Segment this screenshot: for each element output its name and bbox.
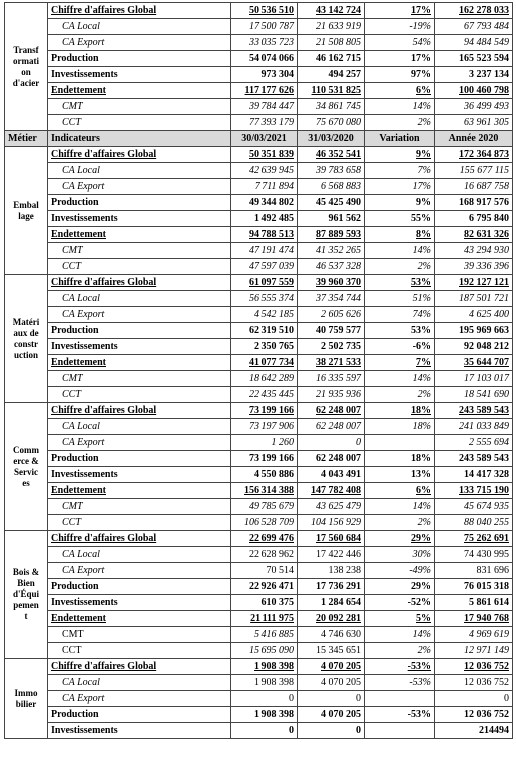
value-2021: 22 435 445: [231, 387, 298, 403]
value-2020: 41 352 265: [298, 243, 365, 259]
table-row: [5, 675, 513, 691]
table-row: [5, 115, 513, 131]
variation-value: 14%: [365, 371, 435, 387]
variation-value: 8%: [365, 227, 435, 243]
indicator-label: CA Export: [48, 35, 231, 51]
value-2020: 494 257: [298, 67, 365, 83]
value-2021: 1 908 398: [231, 675, 298, 691]
value-2021: 50 536 510: [231, 3, 298, 19]
year-2020-value: 39 336 396: [435, 259, 513, 275]
indicator-label: CA Export: [48, 691, 231, 707]
year-2020-value: 4 969 619: [435, 627, 513, 643]
variation-value: -49%: [365, 563, 435, 579]
indicator-label: CA Local: [48, 291, 231, 307]
value-2020: 110 531 825: [298, 83, 365, 99]
year-2020-value: 241 033 849: [435, 419, 513, 435]
table-row: [5, 19, 513, 35]
value-2020: 62 248 007: [298, 451, 365, 467]
table-row: [5, 451, 513, 467]
table-row: [5, 307, 513, 323]
year-2020-value: 45 674 935: [435, 499, 513, 515]
year-2020-value: 16 687 758: [435, 179, 513, 195]
indicator-label: Investissements: [48, 211, 231, 227]
variation-value: 97%: [365, 67, 435, 83]
variation-value: 6%: [365, 483, 435, 499]
value-2020: 104 156 929: [298, 515, 365, 531]
variation-value: -53%: [365, 675, 435, 691]
table-row: [5, 403, 513, 419]
value-2021: 73 197 906: [231, 419, 298, 435]
value-2021: 94 788 513: [231, 227, 298, 243]
table-row: [5, 515, 513, 531]
value-2020: 2 605 626: [298, 307, 365, 323]
indicator-label: CMT: [48, 243, 231, 259]
value-2021: 156 314 388: [231, 483, 298, 499]
year-2020-value: 4 625 400: [435, 307, 513, 323]
table-row: [5, 291, 513, 307]
table-row: [5, 691, 513, 707]
indicator-label: Production: [48, 51, 231, 67]
table-row: [5, 323, 513, 339]
value-2021: 73 199 166: [231, 451, 298, 467]
table-row: [5, 723, 513, 739]
year-2020-value: 243 589 543: [435, 403, 513, 419]
table-row: [5, 659, 513, 675]
financial-indicators-table: [4, 2, 513, 739]
table-row: [5, 275, 513, 291]
table-row: [5, 435, 513, 451]
value-2021: 1 260: [231, 435, 298, 451]
year-2020-value: 74 430 995: [435, 547, 513, 563]
indicator-label: CA Local: [48, 419, 231, 435]
year-2020-value: 192 127 121: [435, 275, 513, 291]
indicator-label: Investissements: [48, 595, 231, 611]
year-2020-value: 3 237 134: [435, 67, 513, 83]
year-2020-value: 6 795 840: [435, 211, 513, 227]
value-2020: 17 560 684: [298, 531, 365, 547]
value-2020: 21 508 805: [298, 35, 365, 51]
year-2020-value: 100 460 798: [435, 83, 513, 99]
indicator-label: CMT: [48, 499, 231, 515]
indicator-label: CA Export: [48, 435, 231, 451]
variation-value: 17%: [365, 51, 435, 67]
indicator-label: CCT: [48, 643, 231, 659]
value-2021: 4 550 886: [231, 467, 298, 483]
value-2021: 5 416 885: [231, 627, 298, 643]
value-2020: 38 271 533: [298, 355, 365, 371]
value-2021: 22 699 476: [231, 531, 298, 547]
section-label: Immo bilier: [5, 659, 48, 739]
indicator-label: CMT: [48, 99, 231, 115]
variation-value: 55%: [365, 211, 435, 227]
table-row: [5, 419, 513, 435]
indicator-label: Production: [48, 451, 231, 467]
year-2020-value: 243 589 543: [435, 451, 513, 467]
value-2020: 46 352 541: [298, 147, 365, 163]
value-2021: 56 555 374: [231, 291, 298, 307]
value-2020: 0: [298, 723, 365, 739]
year-2020-value: 5 861 614: [435, 595, 513, 611]
value-2021: 18 642 289: [231, 371, 298, 387]
value-2020: 37 354 744: [298, 291, 365, 307]
value-2020: 62 248 007: [298, 419, 365, 435]
table-row: [5, 595, 513, 611]
table-row: [5, 563, 513, 579]
indicator-label: Production: [48, 323, 231, 339]
value-2020: 0: [298, 691, 365, 707]
variation-value: 17%: [365, 3, 435, 19]
value-2020: 147 782 408: [298, 483, 365, 499]
indicator-label: CMT: [48, 627, 231, 643]
value-2021: 47 191 474: [231, 243, 298, 259]
value-2020: 40 759 577: [298, 323, 365, 339]
variation-value: 2%: [365, 643, 435, 659]
indicator-label: Production: [48, 579, 231, 595]
value-2021: 106 528 709: [231, 515, 298, 531]
value-2020: 34 861 745: [298, 99, 365, 115]
value-2020: 17 422 446: [298, 547, 365, 563]
table-row: [5, 243, 513, 259]
section-label: Transf ormati on d'acier: [5, 3, 48, 131]
value-2020: 87 889 593: [298, 227, 365, 243]
variation-value: 14%: [365, 499, 435, 515]
value-2021: 4 542 185: [231, 307, 298, 323]
value-2021: 54 074 066: [231, 51, 298, 67]
value-2020: 16 335 597: [298, 371, 365, 387]
value-2020: 4 746 630: [298, 627, 365, 643]
year-2020-value: 67 793 484: [435, 19, 513, 35]
variation-value: 29%: [365, 531, 435, 547]
table-row: [5, 99, 513, 115]
value-2021: 1 492 485: [231, 211, 298, 227]
value-2020: 15 345 651: [298, 643, 365, 659]
indicator-label: Chiffre d'affaires Global: [48, 659, 231, 675]
year-2020-value: 14 417 328: [435, 467, 513, 483]
variation-value: 17%: [365, 179, 435, 195]
variation-value: 30%: [365, 547, 435, 563]
variation-value: 2%: [365, 115, 435, 131]
value-2020: 961 562: [298, 211, 365, 227]
header-date-2020: 31/03/2020: [298, 131, 365, 147]
year-2020-value: 172 364 873: [435, 147, 513, 163]
variation-value: 14%: [365, 99, 435, 115]
header-indicateurs: Indicateurs: [48, 131, 231, 147]
indicator-label: CCT: [48, 115, 231, 131]
value-2020: 46 162 715: [298, 51, 365, 67]
indicator-label: Chiffre d'affaires Global: [48, 3, 231, 19]
header-date-2021: 30/03/2021: [231, 131, 298, 147]
table-row: [5, 227, 513, 243]
table-row: [5, 467, 513, 483]
value-2020: 6 568 883: [298, 179, 365, 195]
value-2021: 77 393 179: [231, 115, 298, 131]
indicator-label: Chiffre d'affaires Global: [48, 275, 231, 291]
year-2020-value: 214494: [435, 723, 513, 739]
variation-value: 18%: [365, 451, 435, 467]
year-2020-value: 0: [435, 691, 513, 707]
value-2020: 39 783 658: [298, 163, 365, 179]
indicator-label: Endettement: [48, 227, 231, 243]
table-row: [5, 643, 513, 659]
variation-value: 9%: [365, 195, 435, 211]
indicator-label: Production: [48, 195, 231, 211]
value-2021: 42 639 945: [231, 163, 298, 179]
value-2020: 4 043 491: [298, 467, 365, 483]
year-2020-value: 12 036 752: [435, 707, 513, 723]
year-2020-value: 17 940 768: [435, 611, 513, 627]
variation-value: 2%: [365, 515, 435, 531]
table-row: [5, 179, 513, 195]
variation-value: 5%: [365, 611, 435, 627]
table-row: [5, 627, 513, 643]
value-2021: 610 375: [231, 595, 298, 611]
indicator-label: Endettement: [48, 611, 231, 627]
indicator-label: Chiffre d'affaires Global: [48, 403, 231, 419]
value-2021: 17 500 787: [231, 19, 298, 35]
table-row: [5, 707, 513, 723]
table-row: [5, 547, 513, 563]
variation-value: 14%: [365, 243, 435, 259]
year-2020-value: 12 036 752: [435, 675, 513, 691]
table-row: [5, 483, 513, 499]
table-row: [5, 611, 513, 627]
variation-value: -53%: [365, 659, 435, 675]
indicator-label: CA Export: [48, 563, 231, 579]
value-2021: 39 784 447: [231, 99, 298, 115]
value-2021: 7 711 894: [231, 179, 298, 195]
value-2021: 1 908 398: [231, 707, 298, 723]
value-2020: 45 425 490: [298, 195, 365, 211]
table-row: [5, 211, 513, 227]
section-label: Matéri aux de constr uction: [5, 275, 48, 403]
indicator-label: Endettement: [48, 83, 231, 99]
variation-value: 7%: [365, 355, 435, 371]
variation-value: 14%: [365, 627, 435, 643]
variation-value: -53%: [365, 707, 435, 723]
indicator-label: CCT: [48, 387, 231, 403]
indicator-label: Investissements: [48, 67, 231, 83]
table-row: [5, 259, 513, 275]
value-2020: 75 670 080: [298, 115, 365, 131]
value-2021: 2 350 765: [231, 339, 298, 355]
indicator-label: CA Export: [48, 307, 231, 323]
indicator-label: CCT: [48, 515, 231, 531]
variation-value: 18%: [365, 419, 435, 435]
table-header-row: [5, 131, 513, 147]
variation-value: 29%: [365, 579, 435, 595]
table-row: [5, 371, 513, 387]
value-2021: 0: [231, 691, 298, 707]
variation-value: 74%: [365, 307, 435, 323]
year-2020-value: 133 715 190: [435, 483, 513, 499]
variation-value: 9%: [365, 147, 435, 163]
table-row: [5, 387, 513, 403]
value-2021: 15 695 090: [231, 643, 298, 659]
indicator-label: Production: [48, 707, 231, 723]
table-row: [5, 195, 513, 211]
table-row: [5, 531, 513, 547]
variation-value: 53%: [365, 275, 435, 291]
value-2021: 73 199 166: [231, 403, 298, 419]
indicator-label: Chiffre d'affaires Global: [48, 531, 231, 547]
year-2020-value: 75 262 691: [435, 531, 513, 547]
year-2020-value: 36 499 493: [435, 99, 513, 115]
year-2020-value: 43 294 930: [435, 243, 513, 259]
value-2021: 41 077 734: [231, 355, 298, 371]
value-2020: 21 935 936: [298, 387, 365, 403]
year-2020-value: 12 036 752: [435, 659, 513, 675]
value-2020: 21 633 919: [298, 19, 365, 35]
table-row: [5, 67, 513, 83]
section-label: Comm erce & Servic es: [5, 403, 48, 531]
indicator-label: CA Local: [48, 19, 231, 35]
indicator-label: Endettement: [48, 483, 231, 499]
variation-value: 54%: [365, 35, 435, 51]
value-2021: 61 097 559: [231, 275, 298, 291]
table-row: [5, 51, 513, 67]
value-2021: 47 597 039: [231, 259, 298, 275]
indicator-label: CMT: [48, 371, 231, 387]
value-2020: 43 142 724: [298, 3, 365, 19]
financial-table-sheet: [4, 2, 512, 779]
year-2020-value: 168 917 576: [435, 195, 513, 211]
variation-value: 2%: [365, 387, 435, 403]
variation-value: 6%: [365, 83, 435, 99]
table-row: [5, 147, 513, 163]
year-2020-value: 831 696: [435, 563, 513, 579]
table-row: [5, 579, 513, 595]
variation-value: 7%: [365, 163, 435, 179]
table-row: [5, 3, 513, 19]
header-variation: Variation: [365, 131, 435, 147]
year-2020-value: 18 541 690: [435, 387, 513, 403]
table-row: [5, 339, 513, 355]
value-2021: 70 514: [231, 563, 298, 579]
value-2020: 4 070 205: [298, 659, 365, 675]
value-2020: 62 248 007: [298, 403, 365, 419]
year-2020-value: 88 040 255: [435, 515, 513, 531]
table-row: [5, 35, 513, 51]
section-label: Embal lage: [5, 147, 48, 275]
year-2020-value: 165 523 594: [435, 51, 513, 67]
value-2020: 39 960 370: [298, 275, 365, 291]
value-2020: 4 070 205: [298, 675, 365, 691]
variation-value: [365, 691, 435, 707]
year-2020-value: 76 015 318: [435, 579, 513, 595]
value-2020: 43 625 479: [298, 499, 365, 515]
table-row: [5, 355, 513, 371]
year-2020-value: 195 969 663: [435, 323, 513, 339]
value-2020: 1 284 654: [298, 595, 365, 611]
header-year-2020: Année 2020: [435, 131, 513, 147]
value-2020: 4 070 205: [298, 707, 365, 723]
value-2020: 17 736 291: [298, 579, 365, 595]
variation-value: [365, 723, 435, 739]
variation-value: 13%: [365, 467, 435, 483]
variation-value: -52%: [365, 595, 435, 611]
variation-value: -19%: [365, 19, 435, 35]
value-2021: 49 344 802: [231, 195, 298, 211]
variation-value: 51%: [365, 291, 435, 307]
variation-value: [365, 435, 435, 451]
indicator-label: CA Local: [48, 547, 231, 563]
value-2021: 33 035 723: [231, 35, 298, 51]
indicator-label: Investissements: [48, 723, 231, 739]
variation-value: -6%: [365, 339, 435, 355]
value-2021: 1 908 398: [231, 659, 298, 675]
value-2021: 973 304: [231, 67, 298, 83]
variation-value: 53%: [365, 323, 435, 339]
indicator-label: CA Export: [48, 179, 231, 195]
variation-value: 18%: [365, 403, 435, 419]
year-2020-value: 2 555 694: [435, 435, 513, 451]
indicator-label: Investissements: [48, 467, 231, 483]
value-2020: 2 502 735: [298, 339, 365, 355]
value-2021: 62 319 510: [231, 323, 298, 339]
variation-value: 2%: [365, 259, 435, 275]
value-2020: 0: [298, 435, 365, 451]
indicator-label: CA Local: [48, 675, 231, 691]
table-row: [5, 499, 513, 515]
year-2020-value: 187 501 721: [435, 291, 513, 307]
value-2020: 138 238: [298, 563, 365, 579]
value-2021: 117 177 626: [231, 83, 298, 99]
indicator-label: Endettement: [48, 355, 231, 371]
year-2020-value: 92 048 212: [435, 339, 513, 355]
indicator-label: Investissements: [48, 339, 231, 355]
value-2021: 50 351 839: [231, 147, 298, 163]
table-row: [5, 83, 513, 99]
indicator-label: CA Local: [48, 163, 231, 179]
year-2020-value: 35 644 707: [435, 355, 513, 371]
value-2021: 22 926 471: [231, 579, 298, 595]
year-2020-value: 162 278 033: [435, 3, 513, 19]
header-metier: Métier: [5, 131, 48, 147]
year-2020-value: 82 631 326: [435, 227, 513, 243]
value-2021: 0: [231, 723, 298, 739]
value-2020: 20 092 281: [298, 611, 365, 627]
table-row: [5, 163, 513, 179]
section-label: Bois & Bien d'Équi pemen t: [5, 531, 48, 659]
year-2020-value: 63 961 305: [435, 115, 513, 131]
value-2020: 46 537 328: [298, 259, 365, 275]
value-2021: 21 111 975: [231, 611, 298, 627]
value-2021: 49 785 679: [231, 499, 298, 515]
value-2021: 22 628 962: [231, 547, 298, 563]
indicator-label: Chiffre d'affaires Global: [48, 147, 231, 163]
year-2020-value: 12 971 149: [435, 643, 513, 659]
indicator-label: CCT: [48, 259, 231, 275]
year-2020-value: 155 677 115: [435, 163, 513, 179]
year-2020-value: 94 484 549: [435, 35, 513, 51]
year-2020-value: 17 103 017: [435, 371, 513, 387]
